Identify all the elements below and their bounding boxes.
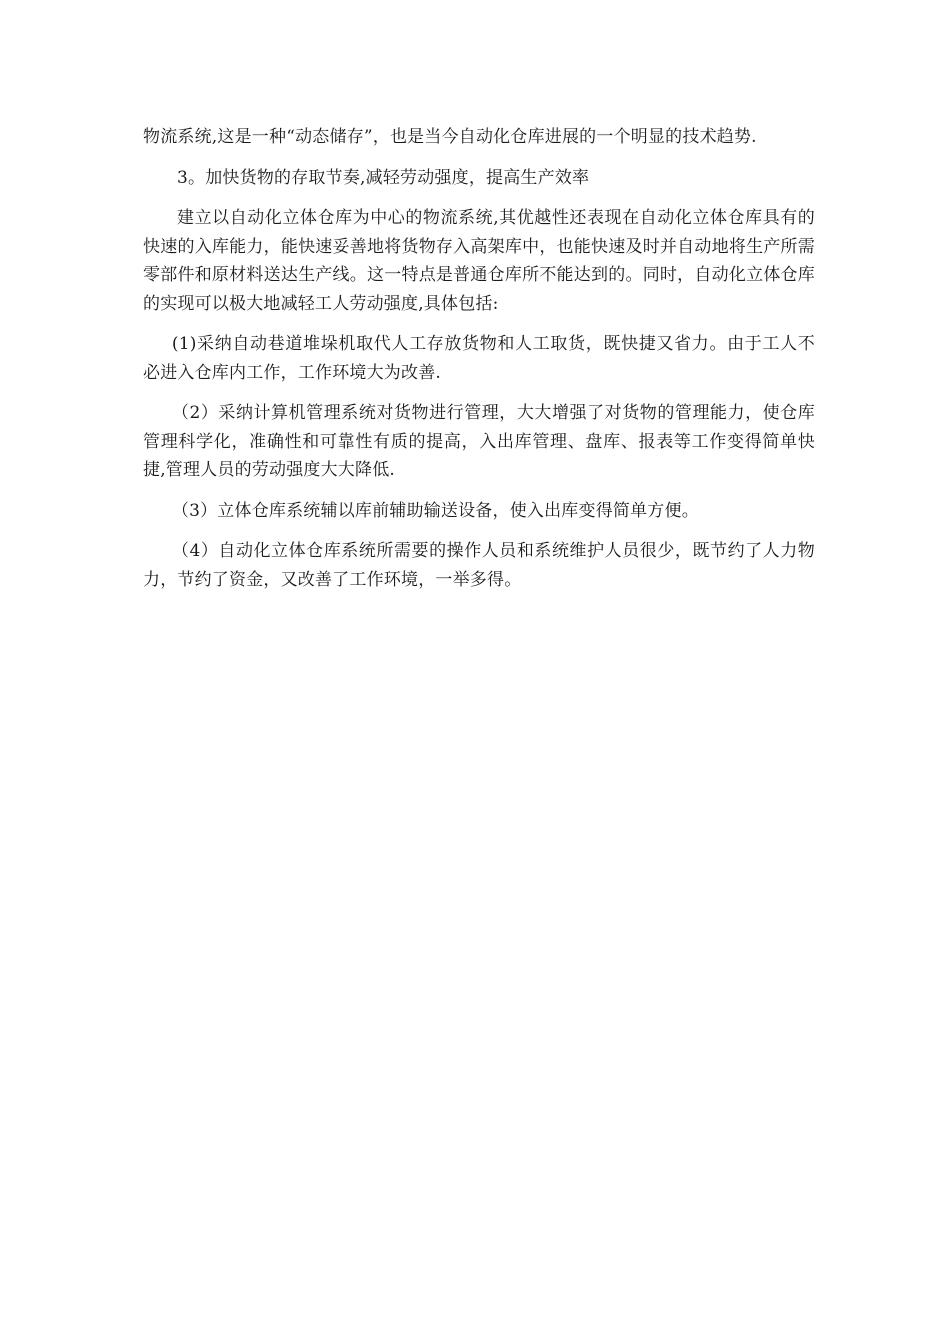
- section-heading: 3。加快货物的存取节奏,减轻劳动强度，提高生产效率: [177, 167, 590, 188]
- document-body: [143, 123, 815, 606]
- list-item-3: （3）立体仓库系统辅以库前辅助输送设备，使入出库变得简单方便。: [171, 500, 699, 521]
- paragraph-body: 建立以自动化立体仓库为中心的物流系统,其优越性还表现在自动化立体仓库具有的快速的入库能力，能快速妥善地将货物存入高架库中，也能快速及时并自动地将生产所需零部件和原材料送达生产线。这一特点是普通仓库所不能达到的。同时，自动化立体仓库的实现可以极大地减轻工人劳动强度,具体包括:: [143, 208, 815, 314]
- paragraph-continuation: 物流系统,这是一种“动态储存”，也是当今自动化仓库进展的一个明显的技术趋势.: [143, 127, 757, 147]
- list-item-2: （2）采纳计算机管理系统对货物进行管理，大大增强了对货物的管理能力，使仓库管理科学化，准确性和可靠性有质的提高，入出库管理、盘库、报表等工作变得简单快捷,管理人员的劳动强度大大降低.: [143, 403, 815, 480]
- list-item-1: (1)采纳自动巷道堆垛机取代人工存放货物和人工取货，既快捷又省力。由于工人不必进入仓库内工作，工作环境大为改善.: [143, 334, 815, 383]
- list-item-4: （4）自动化立体仓库系统所需要的操作人员和系统维护人员很少，既节约了人力物力，节约了资金，又改善了工作环境，一举多得。: [143, 541, 815, 590]
